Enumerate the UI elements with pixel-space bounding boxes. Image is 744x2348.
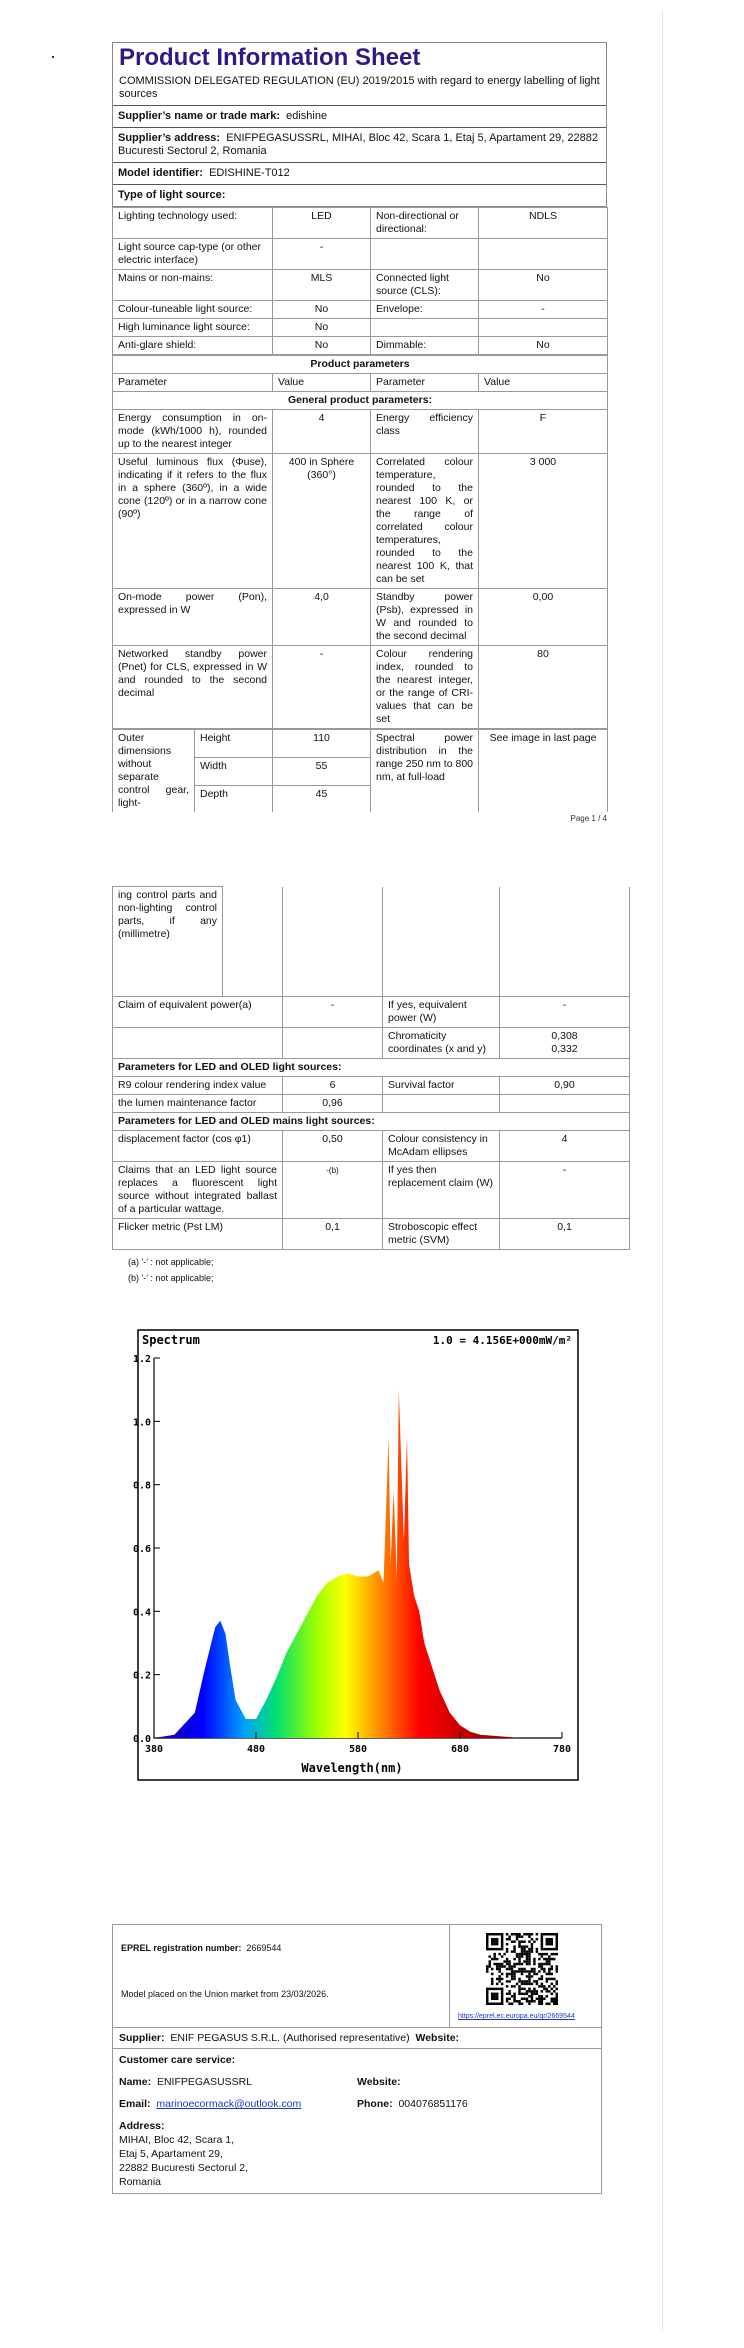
claim-value: - [283, 997, 383, 1028]
dimensions-label: Outer dimensions without separate control gear, light- [113, 730, 195, 813]
column-header-parameter: Parameter [113, 374, 273, 392]
qr-code-icon[interactable] [486, 1933, 558, 2005]
param-value [479, 239, 608, 270]
param-value: 3 000 [479, 454, 608, 589]
x-axis-label: Wavelength(nm) [301, 1761, 403, 1775]
param-label: Light source cap-type (or other electric interface) [113, 239, 273, 270]
address-label: Address: [119, 2120, 165, 2132]
param-value: NDLS [479, 208, 608, 239]
replace-value: -(b) [283, 1162, 383, 1219]
footnotes [112, 1254, 629, 1286]
width-value: 55 [273, 757, 371, 785]
x-tick-label: 380 [144, 1744, 164, 1755]
x-tick-label: 580 [348, 1744, 368, 1755]
table-row [113, 454, 608, 589]
claim-label: Claim of equivalent power(a) [113, 997, 283, 1028]
param-value: 80 [479, 646, 608, 729]
param-value: 4 [273, 410, 371, 454]
param-label: Lighting technology used: [113, 208, 273, 239]
eprel-link[interactable]: https://eprel.ec.europa.eu/qr/2669544 [458, 2013, 575, 2020]
svm-value: 0,1 [500, 1219, 630, 1250]
sheet-page-4 [112, 1924, 602, 2194]
param-label: Envelope: [371, 301, 479, 319]
column-header-parameter: Parameter [371, 374, 479, 392]
param-value: MLS [273, 270, 371, 301]
depth-value: 45 [273, 785, 371, 812]
param-value: No [479, 270, 608, 301]
param-label: Non-directional or directional: [371, 208, 479, 239]
led-oled-mains-header: Parameters for LED and OLED mains light sources: [113, 1113, 630, 1131]
param-value: 400 in Sphere (360°) [273, 454, 371, 589]
led-oled-header: Parameters for LED and OLED light sources: [113, 1059, 630, 1077]
chroma-x: 0,308 [551, 1030, 578, 1042]
param-label: Colour-tuneable light source: [113, 301, 273, 319]
param-label: Standby power (Psb), expressed in W and rounded to the second decimal [371, 589, 479, 646]
replace-label: Claims that an LED light source replaces a fluorescent light source without integrated ballast of a particular wattage. [113, 1162, 283, 1219]
supplier-line [112, 2028, 602, 2049]
address-line: Romania [119, 2176, 162, 2188]
param-label: Mains or non-mains: [113, 270, 273, 301]
model-row [113, 162, 606, 184]
supplier-label: Supplier: [119, 2032, 165, 2044]
phone-label: Phone: [357, 2098, 393, 2110]
y-tick-label: 0.4 [132, 1607, 151, 1619]
table-row [113, 410, 608, 454]
email-label: Email: [119, 2098, 151, 2110]
width-label: Width [195, 757, 273, 785]
address-line: Etaj 5, Apartament 29, [119, 2148, 223, 2160]
param-value: 4,0 [273, 589, 371, 646]
param-label: Dimmable: [371, 337, 479, 355]
table-row [113, 589, 608, 646]
param-value: - [273, 646, 371, 729]
sheet-page-2 [112, 886, 629, 1286]
param-label: Correlated colour temperature, rounded to the nearest 100 K, or the range of correlated colour temperatures, rounded to the nearest 100 K, that can be set [371, 454, 479, 589]
param-value: No [273, 319, 371, 337]
r9-value: 6 [283, 1077, 383, 1095]
survival-label: Survival factor [383, 1077, 500, 1095]
table-row [113, 270, 608, 301]
param-label: Anti-glare shield: [113, 337, 273, 355]
height-label: Height [195, 730, 273, 758]
table-row [113, 301, 608, 319]
page2-table [112, 886, 630, 1250]
address-line: MIHAI, Bloc 42, Scara 1, [119, 2134, 234, 2146]
x-tick-label: 680 [450, 1744, 470, 1755]
website-label: Website: [415, 2032, 460, 2044]
consist-label: Colour consistency in McAdam ellipses [383, 1131, 500, 1162]
footnote-b: (b) '-' : not applicable; [128, 1273, 214, 1283]
chart-title: Spectrum [142, 1333, 200, 1347]
care-title: Customer care service: [119, 2054, 236, 2066]
supplier-row [113, 105, 606, 127]
chroma-label: Chromaticity coordinates (x and y) [383, 1028, 500, 1059]
param-label [371, 239, 479, 270]
disp-value: 0,50 [283, 1131, 383, 1162]
eprel-box [112, 1924, 602, 2028]
supplier-value: ENIF PEGASUS S.R.L. (Authorised representative) [170, 2032, 410, 2044]
sheet-header-box [112, 42, 607, 207]
type-label: Type of light source: [118, 189, 226, 201]
param-value: LED [273, 208, 371, 239]
column-header-value: Value [273, 374, 371, 392]
name-value: ENIFPEGASUSSRL [156, 2076, 253, 2088]
table-row [113, 239, 608, 270]
page-edge-rule [662, 10, 663, 2330]
customer-care [112, 2049, 602, 2194]
param-value: - [479, 301, 608, 319]
table-row [113, 646, 608, 729]
stray-mark [52, 56, 54, 58]
param-label: Colour rendering index, rounded to the nearest integer, or the range of CRI-values that can be set [371, 646, 479, 729]
website2-label: Website: [357, 2076, 401, 2088]
sheet-page-1 [112, 42, 607, 824]
param-label: High luminance light source: [113, 319, 273, 337]
height-value: 110 [273, 730, 371, 758]
replclaim-value: - [500, 1162, 630, 1219]
r9-label: R9 colour rendering index value [113, 1077, 283, 1095]
address-line: 22882 Bucuresti Sectorul 2, [119, 2162, 248, 2174]
spectrum-chart [112, 1310, 592, 1800]
param-value: - [273, 239, 371, 270]
param-label: Energy efficiency class [371, 410, 479, 454]
table-row [113, 208, 608, 239]
replclaim-label: If yes then replacement claim (W) [383, 1162, 500, 1219]
parameters-table [112, 355, 608, 729]
page-title: Product Information Sheet [119, 44, 421, 71]
address-row [113, 127, 606, 162]
depth-label: Depth [195, 785, 273, 812]
param-label: Networked standby power (Pnet) for CLS, expressed in W and rounded to the second decimal [113, 646, 273, 729]
type-row [113, 184, 606, 206]
param-value: 0,00 [479, 589, 608, 646]
lumen-value: 0,96 [283, 1095, 383, 1113]
x-tick-label: 780 [552, 1744, 572, 1755]
supplier-value: edishine [286, 110, 328, 122]
y-tick-label: 0.0 [132, 1734, 151, 1745]
y-tick-label: 0.8 [132, 1480, 151, 1492]
param-value [479, 319, 608, 337]
lumen-label: the lumen maintenance factor [113, 1095, 283, 1113]
param-value: F [479, 410, 608, 454]
y-tick-label: 1.0 [132, 1417, 151, 1429]
name-label: Name: [119, 2076, 152, 2088]
regulation-text: COMMISSION DELEGATED REGULATION (EU) 2019/2015 with regard to energy labelling of light sources [119, 75, 600, 100]
y-tick-label: 1.2 [132, 1354, 151, 1365]
email-link[interactable]: marinoecormack@outlook.com [156, 2098, 302, 2110]
param-label: Energy consumption in on-mode (kWh/1000 h), rounded up to the nearest integer [113, 410, 273, 454]
dimensions-label-continued [113, 887, 223, 997]
phone-value: 004076851176 [398, 2098, 468, 2110]
spd-value: See image in last page [479, 730, 608, 813]
column-header-value: Value [479, 374, 608, 392]
param-label: Connected light source (CLS): [371, 270, 479, 301]
y-tick-label: 0.2 [132, 1670, 151, 1682]
svm-label: Stroboscopic effect metric (SVM) [383, 1219, 500, 1250]
param-label [371, 319, 479, 337]
param-value: No [273, 337, 371, 355]
eprel-label: EPREL registration number: [121, 1943, 242, 1953]
consist-value: 4 [500, 1131, 630, 1162]
model-label: Model identifier: [118, 167, 203, 179]
dimensions-label-text: ing control parts and non-lighting control parts, if any (millimetre) [118, 889, 217, 940]
disp-label: displacement factor (cos φ1) [113, 1131, 283, 1162]
footnote-a: (a) '-' : not applicable; [128, 1257, 214, 1267]
flicker-value: 0,1 [283, 1219, 383, 1250]
survival-value: 0,90 [500, 1077, 630, 1095]
equiv-label: If yes, equivalent power (W) [383, 997, 500, 1028]
param-label: On-mode power (Pon), expressed in W [113, 589, 273, 646]
spd-label: Spectral power distribution in the range 250 nm to 800 nm, at full-load [371, 730, 479, 813]
address-value: ENIFPEGASUSSRL, MIHAI, Bloc 42, Scara 1, Etaj 5, Apartament 29, 22882 Bucuresti Sectorul 2, Romania [118, 132, 598, 157]
chroma-y: 0,332 [551, 1043, 578, 1055]
table-row [113, 337, 608, 355]
address-label: Supplier’s address: [118, 132, 221, 144]
y-tick-label: 0.6 [132, 1544, 151, 1555]
table-row [113, 319, 608, 337]
param-value: No [273, 301, 371, 319]
supplier-label: Supplier’s name or trade mark: [118, 110, 280, 122]
eprel-value: 2669544 [246, 1943, 282, 1953]
equiv-value: - [500, 997, 630, 1028]
dimensions-table [112, 729, 608, 812]
x-tick-label: 480 [246, 1744, 266, 1755]
type-table [112, 207, 608, 355]
product-parameters-header: Product parameters [113, 356, 608, 374]
param-label: Useful luminous flux (Φuse), indicating if it refers to the flux in a sphere (360º), in a wide cone (120º) or in a narrow cone (90º) [113, 454, 273, 589]
param-value: No [479, 337, 608, 355]
market-date: Model placed on the Union market from 23/03/2026. [121, 1989, 329, 1999]
general-parameters-header: General product parameters: [113, 392, 608, 410]
chart-annotation: 1.0 = 4.156E+000mW/m² [432, 1334, 572, 1347]
flicker-label: Flicker metric (Pst LM) [113, 1219, 283, 1250]
model-value: EDISHINE-T012 [209, 167, 290, 179]
page-number: Page 1 / 4 [570, 814, 607, 823]
